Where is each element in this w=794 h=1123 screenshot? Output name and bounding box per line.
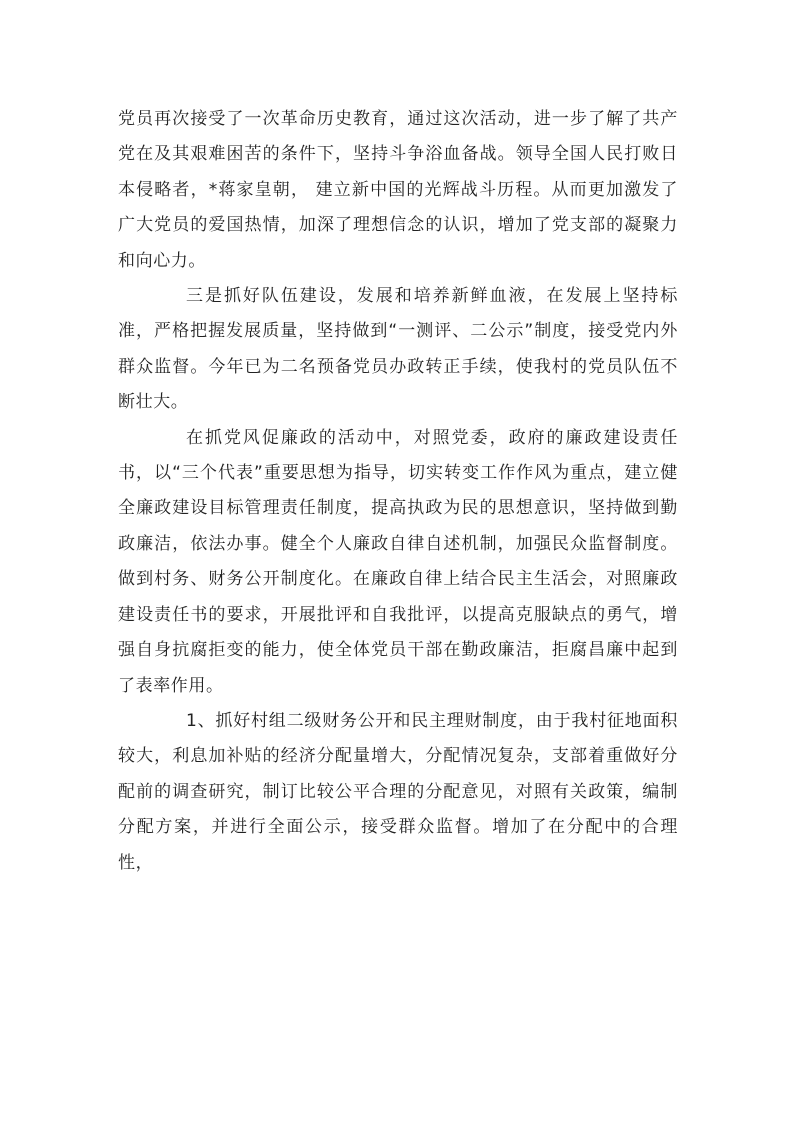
paragraph-1: 党员再次接受了一次革命历史教育，通过这次活动，进一步了解了共产党在及其艰难困苦的条件下，坚持斗争浴血备战。领导全国人民打败日本侵略者，*蒋家皇朝， 建立新中国的光辉战斗历程。从而更加激发了广大党员的爱国热情，加深了理想信念的认识，增加了党支部的凝聚力和向心力。	[118, 109, 678, 271]
paragraph-2: 三是抓好队伍建设，发展和培养新鲜血液，在发展上坚持标准，严格把握发展质量，坚持做到“一测评、二公示”制度，接受党内外群众监督。今年已为二名预备党员办政转正手续，使我村的党员队伍不断壮大。	[118, 286, 678, 413]
paragraph-3: 在抓党风促廉政的活动中，对照党委，政府的廉政建设责任书，以“三个代表”重要思想为指导，切实转变工作作风为重点，建立健全廉政建设目标管理责任制度，提高执政为民的思想意识，坚持做到勤政廉洁，依法办事。健全个人廉政自律自述机制，加强民众监督制度。做到村务、财务公开制度化。在廉政自律上结合民主生活会，对照廉政建设责任书的要求，开展批评和自我批评，以提高克服缺点的勇气，增强自身抗腐拒变的能力，使全体党员干部在勤政廉洁，拒腐昌廉中起到了表率作用。	[118, 427, 678, 696]
paragraph-4: 1、抓好村组二级财务公开和民主理财制度，由于我村征地面积较大，利息加补贴的经济分配量增大，分配情况复杂，支部着重做好分配前的调查研究，制订比较公平合理的分配意见，对照有关政策，编制分配方案，并进行全面公示，接受群众监督。增加了在分配中的合理性，	[118, 710, 678, 873]
document-body	[118, 102, 678, 881]
